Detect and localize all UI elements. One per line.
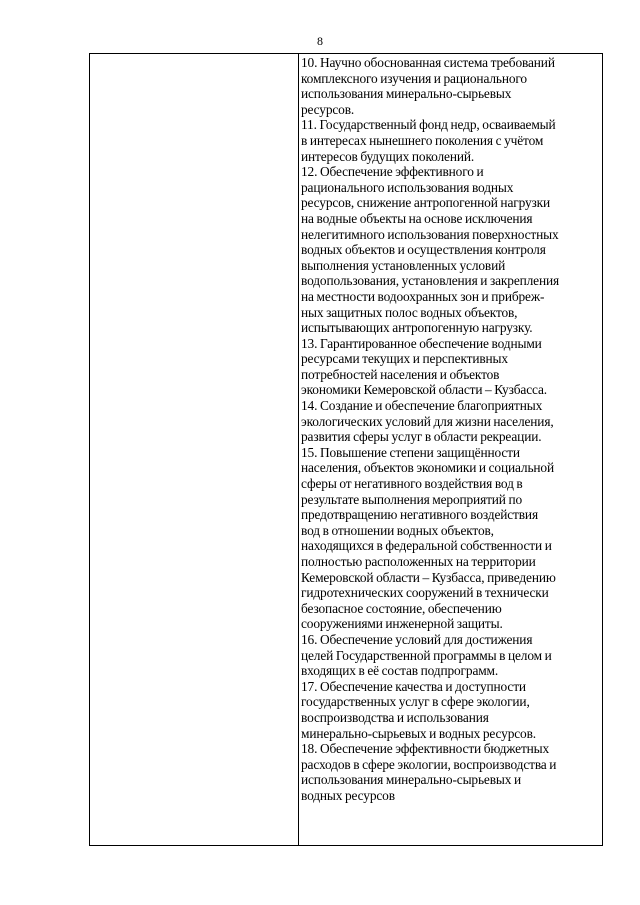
text-line: испытывающих антропогенную нагрузку. xyxy=(301,320,533,336)
text-line: 18. Обеспечение эффективности бюджетных xyxy=(301,741,550,757)
text-line: интересов будущих поколений. xyxy=(301,148,475,164)
text-line: водных ресурсов xyxy=(301,787,395,803)
text-line: ных защитных полос водных объектов, xyxy=(301,304,518,320)
page-number: 8 xyxy=(317,34,323,48)
text-line: 14. Создание и обеспечение благоприятных xyxy=(301,398,543,414)
table-row xyxy=(90,54,603,846)
text-line: в интересах нынешнего поколения с учётом xyxy=(301,132,544,148)
text-line: целей Государственной программы в целом и xyxy=(301,647,552,663)
text-line: развития сферы услуг в области рекреации. xyxy=(301,429,542,445)
text-line: использования минерально-сырьевых xyxy=(301,86,512,102)
text-line: полностью расположенных на территории xyxy=(301,554,536,569)
text-line: вод в отношении водных объектов, xyxy=(301,522,494,538)
text-line: Кемеровской области – Кузбасса, приведению xyxy=(301,569,556,585)
left-cell xyxy=(90,54,299,846)
text-line: находящихся в федеральной собственности и xyxy=(301,538,552,554)
text-line: населения, объектов экономики и социальной xyxy=(301,460,554,476)
text-line: 16. Обеспечение условий для достижения xyxy=(301,631,533,647)
text-line: потребностей населения и объектов xyxy=(301,366,500,382)
right-cell xyxy=(299,54,603,846)
text-line: ресурсов, снижение антропогенной нагрузки xyxy=(301,195,551,211)
text-line: на водные объекты на основе исключения xyxy=(301,210,533,226)
text-line: выполнения установленных условий xyxy=(301,257,506,273)
text-line: входящих в её состав подпрограмм. xyxy=(301,663,499,679)
text-line: предотвращению негативного воздействия xyxy=(301,507,538,523)
text-line: водопользования, установления и закрепления xyxy=(301,273,559,289)
text-line: на местности водоохранных зон и прибреж- xyxy=(301,288,545,304)
text-line: воспроизводства и использования xyxy=(301,709,489,725)
cell-text xyxy=(299,54,602,804)
text-line: использования минерально-сырьевых и xyxy=(301,772,521,788)
text-line: гидротехнических сооружений в технически xyxy=(301,585,549,601)
text-line: безопасное состояние, обеспечению xyxy=(301,600,502,616)
text-line: экономики Кемеровской области – Кузбасса. xyxy=(301,382,547,398)
text-line: рационального использования водных xyxy=(301,179,514,195)
text-line: 12. Обеспечение эффективного и xyxy=(301,164,484,180)
text-line: расходов в сфере экологии, воспроизводства и xyxy=(301,756,557,772)
text-line: 10. Научно обоснованная система требований xyxy=(301,55,555,70)
text-line: ресурсов. xyxy=(301,101,355,117)
text-line: 13. Гарантированное обеспечение водными xyxy=(301,335,542,351)
text-line: результате выполнения мероприятий по xyxy=(301,491,523,507)
document-table xyxy=(89,53,603,846)
text-line: государственных услуг в сфере экологии, xyxy=(301,694,530,710)
text-line: водных объектов и осуществления контроля xyxy=(301,242,546,258)
text-line: экологических условий для жизни населения, xyxy=(301,413,554,429)
text-line: сферы от негативного воздействия вод в xyxy=(301,476,523,492)
text-line: ресурсами текущих и перспективных xyxy=(301,351,508,367)
text-line: 15. Повышение степени защищённости xyxy=(301,444,520,460)
text-line: сооружениями инженерной защиты. xyxy=(301,616,503,632)
text-line: 17. Обеспечение качества и доступности xyxy=(301,678,526,694)
text-line: минерально-сырьевых и водных ресурсов. xyxy=(301,725,536,741)
text-line: нелегитимного использования поверхностных xyxy=(301,226,559,242)
text-line: 11. Государственный фонд недр, осваиваемый xyxy=(301,117,556,133)
text-line: комплексного изучения и рационального xyxy=(301,70,527,86)
